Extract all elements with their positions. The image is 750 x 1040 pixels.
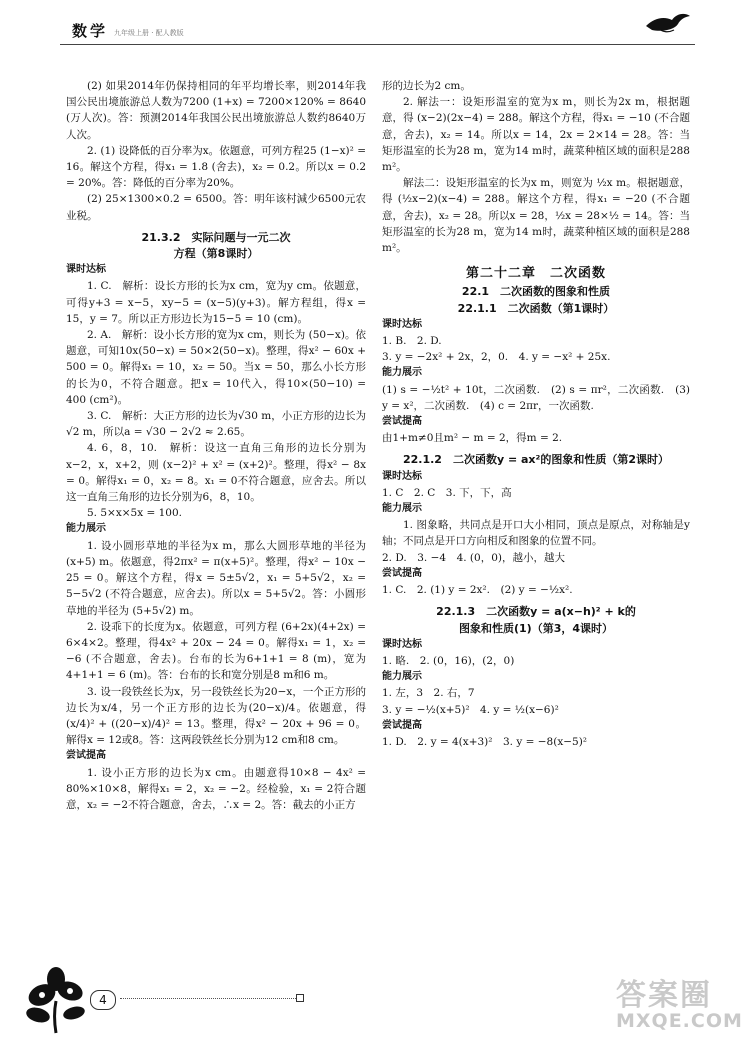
- section-heading: 22.1.2 二次函数y = ax²的图象和性质（第2课时）: [402, 453, 669, 467]
- paragraph: 形的边长为2 cm。: [382, 80, 471, 92]
- subsection-label: 能力展示: [382, 367, 422, 379]
- footer-rule-end-mark: [296, 994, 304, 1002]
- paragraph: 3. 设一段铁丝长为x，另一段铁丝长为20−x，一个正方形的边长为x/4，另一个正方形的边长为(20−x)/4。依题意，得 (x/4)² + ((20−x)/4)² = 13。整理，得x² − 20x + 96 = 0。解得x = 12或8。答：这两段铁丝长分别为12 cm和8 cm。: [66, 685, 366, 747]
- paragraph: 1. C. 解析：设长方形的长为x cm，宽为y cm。依题意，可得y+3 = x−5，xy−5 = (x−5)(y+3)。解方程组，得x = 15，y = 7。所以正方形边长为15−5 = 10 (cm)。: [66, 280, 366, 325]
- subsection-label: 能力展示: [66, 523, 106, 535]
- paragraph: 2. A. 解析：设小长方形的宽为x cm，则长为 (50−x)。依题意，可知10x(50−x) = 50×2(50−x)。整理，得x² − 60x + 500 = 0。解得x₁ = 10，x₂ = 50。当x = 50，那么小长方形的长为0，不符合题意。把x = 10代入，得10×(50−10) = 400 (cm²)。: [66, 329, 366, 406]
- paragraph: 1. 图象略，共同点是开口大小相同，顶点是原点，对称轴是y轴；不同点是开口方向相反和图象的位置不同。: [382, 519, 690, 548]
- header-rule: [60, 44, 695, 45]
- watermark: [610, 970, 743, 1036]
- subsection-label: 尝试提高: [66, 750, 106, 762]
- left-column: [66, 78, 366, 813]
- paragraph: (1) s = −½t² + 10t，二次函数. (2) s = πr²，二次函数. (3) y = x²，二次函数. (4) c = 2πr，一次函数.: [382, 383, 690, 412]
- section-heading: 22.1 二次函数的图象和性质: [461, 285, 611, 299]
- paragraph: 2. 设乖下的长度为x。依题意，可列方程 (6+2x)(4+2x) = 6×4×2。整理，得4x² + 20x − 24 = 0。解得x₁ = 1，x₂ = −6 (不合题意，舍去)。台布的长为6+1+1 = 8 (m)，宽为4+1+1 = 6 (m)。答：台布的长和宽分别是8 m和6 m。: [66, 620, 366, 682]
- paragraph: 1. B. 2. D.: [382, 335, 442, 348]
- subsection-label: 尝试提高: [382, 416, 422, 428]
- paragraph: 2. 解法一：设矩形温室的宽为x m，则长为2x m，根据题意，得 (x−2)(2x−4) = 288。解这个方程，得x₁ = −10 (不合题意，舍去)，x₂ = 14。所以x = 14，2x = 2×14 = 28。答：当矩形温室的长为28 m，宽为14 m时，蔬菜种植区域的面积是288 m²。: [382, 96, 690, 174]
- subsection-label: 课时达标: [382, 318, 422, 330]
- page-number: 4: [90, 990, 116, 1010]
- subsection-label: 课时达标: [66, 264, 106, 276]
- paragraph: 2. (1) 设降低的百分率为x。依题意，可列方程25 (1−x)² = 16。解这个方程，得x₁ = 1.8 (舍去)，x₂ = 0.2。所以x = 0.2 = 20%。答：降低的百分率为20%。: [66, 144, 366, 190]
- section-heading: 22.1.1 二次函数（第1课时）: [457, 301, 615, 315]
- subsection-label: 尝试提高: [382, 567, 422, 579]
- section-heading: 图象和性质(1)（第3，4课时）: [458, 621, 613, 635]
- subsection-label: 课时达标: [382, 470, 422, 482]
- paragraph: 3. y = −2x² + 2x，2，0. 4. y = −x² + 25x.: [382, 351, 611, 364]
- paragraph: 由1+m≠0且m² − m = 2，得m = 2.: [382, 432, 563, 445]
- header-subtitle: 九年级上册 · 配人教版: [114, 29, 184, 37]
- paragraph: 5. 5×x×5x = 100.: [87, 507, 183, 520]
- paragraph: 2. D. 3. −4 4. (0，0)，越小，越大: [382, 551, 565, 564]
- header-title: 数学: [72, 22, 109, 40]
- section-heading: 方程（第8课时）: [173, 247, 259, 261]
- section-heading: 21.3.2 实际问题与一元二次: [141, 230, 291, 244]
- paragraph: 1. C. 2. (1) y = 2x². (2) y = −½x².: [382, 584, 573, 597]
- subsection-label: 能力展示: [382, 671, 422, 683]
- paragraph: 3. y = −½(x+5)² 4. y = ½(x−6)²: [382, 703, 559, 716]
- paragraph: 4. 6，8，10. 解析：设这一直角三角形的边长分别为x−2，x，x+2，则 (x−2)² + x² = (x+2)²。整理，得x² − 8x = 0。解得x₁ = 0，x₂ = 8。x₁ = 0不符合题意，应舍去。所以这一直角三角形的边长分别为6，8，10。: [66, 442, 366, 504]
- bird-logo-icon: [644, 8, 692, 34]
- paragraph: 1. 略. 2. (0，16)，(2，0): [382, 654, 515, 667]
- subsection-label: 能力展示: [382, 503, 422, 515]
- paragraph: 1. 左，3 2. 右，7: [382, 687, 475, 700]
- subsection-label: 课时达标: [382, 638, 422, 650]
- right-column: [382, 78, 690, 750]
- paragraph: (2) 25×1300×0.2 = 6500。答：明年该村減少6500元农业税。: [66, 193, 366, 222]
- chapter-heading: 第二十二章 二次函数: [465, 266, 606, 282]
- paragraph: 解法二：设矩形温室的长为x m，则宽为 ½x m。根据题意，得 (½x−2)(x−4) = 288。解这个方程，得x₁ = −20 (不合题意，舍去)，x₂ = 28。所以x = 28，½x = 28×½ = 14。答：当矩形温室的长为28 m，宽为14 m时，蔬菜种植区域的面积是288 m²。: [382, 177, 690, 255]
- watermark-line2: MXQE.COM: [616, 1010, 743, 1032]
- subsection-label: 尝试提高: [382, 719, 422, 731]
- paragraph: 1. C 2. C 3. 下，下，高: [382, 486, 512, 499]
- plant-ornament-icon: [20, 965, 92, 1035]
- footer-dotted-rule: [120, 998, 296, 999]
- paragraph: 1. 设小圆形草地的半径为x m，那么大圆形草地的半径为 (x+5) m。依题意，得2πx² = π(x+5)²。整理，得x² − 10x − 25 = 0。解这个方程，得x = 5±5√2，x₁ = 5+5√2，x₂ = 5−5√2 (不符合题意，应舍去)。所以x = 5+5√2。答：小圆形草地的半径为 (5+5√2) m。: [66, 539, 366, 617]
- paragraph: (2) 如果2014年仍保持相同的年平均增长率，则2014年我国公民出境旅游总人数为7200 (1+x) = 7200×120% = 8640 (万人次)。答：预测2014年我国公民出境旅游总人数约8640万人次。: [66, 80, 366, 141]
- section-heading: 22.1.3 二次函数y = a(x−h)² + k的: [436, 605, 636, 619]
- watermark-line1: 答案圈: [616, 978, 712, 1013]
- paragraph: 1. D. 2. y = 4(x+3)² 3. y = −8(x−5)²: [382, 735, 588, 748]
- paragraph: 1. 设小正方形的边长为x cm。由题意得10×8 − 4x² = 80%×10×8，解得x₁ = 2，x₂ = −2。经检验，x₁ = 2符合题意，x₂ = −2不符合题意，舍去，∴x = 2。答：截去的小正方: [66, 766, 366, 811]
- page-header: [0, 0, 750, 60]
- spacer: [382, 256, 690, 262]
- paragraph: 3. C. 解析：大正方形的边长为√30 m，小正方形的边长为√2 m，所以a = √30 − 2√2 ≈ 2.65。: [66, 410, 366, 439]
